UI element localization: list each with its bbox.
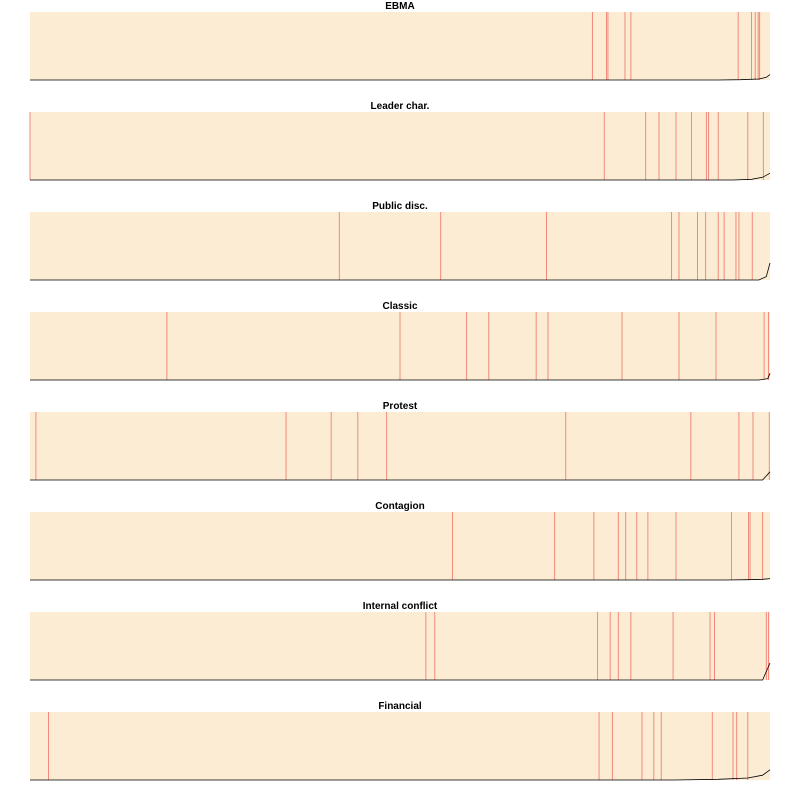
panel-background	[30, 712, 770, 780]
panel-title: Public disc.	[372, 201, 428, 212]
chart-panel	[30, 601, 770, 680]
panel-title: Classic	[382, 301, 418, 312]
chart-panel	[30, 701, 770, 780]
panel-title: Protest	[382, 401, 418, 412]
chart-panel	[30, 401, 770, 480]
panel-background	[30, 412, 770, 480]
panel-background	[30, 512, 770, 580]
chart-panel	[30, 1, 770, 80]
chart-panel	[30, 201, 770, 280]
panel-title: Leader char.	[370, 101, 430, 112]
panel-title: Contagion	[375, 501, 425, 512]
chart-panel	[30, 301, 770, 380]
chart-panel	[30, 501, 770, 580]
panel-background	[30, 612, 770, 680]
panel-title: EBMA	[385, 1, 415, 12]
chart-panel	[30, 101, 770, 180]
panel-title: Internal conflict	[362, 601, 438, 612]
panel-title: Financial	[378, 701, 422, 712]
panel-background	[30, 212, 770, 280]
panel-background	[30, 12, 770, 80]
